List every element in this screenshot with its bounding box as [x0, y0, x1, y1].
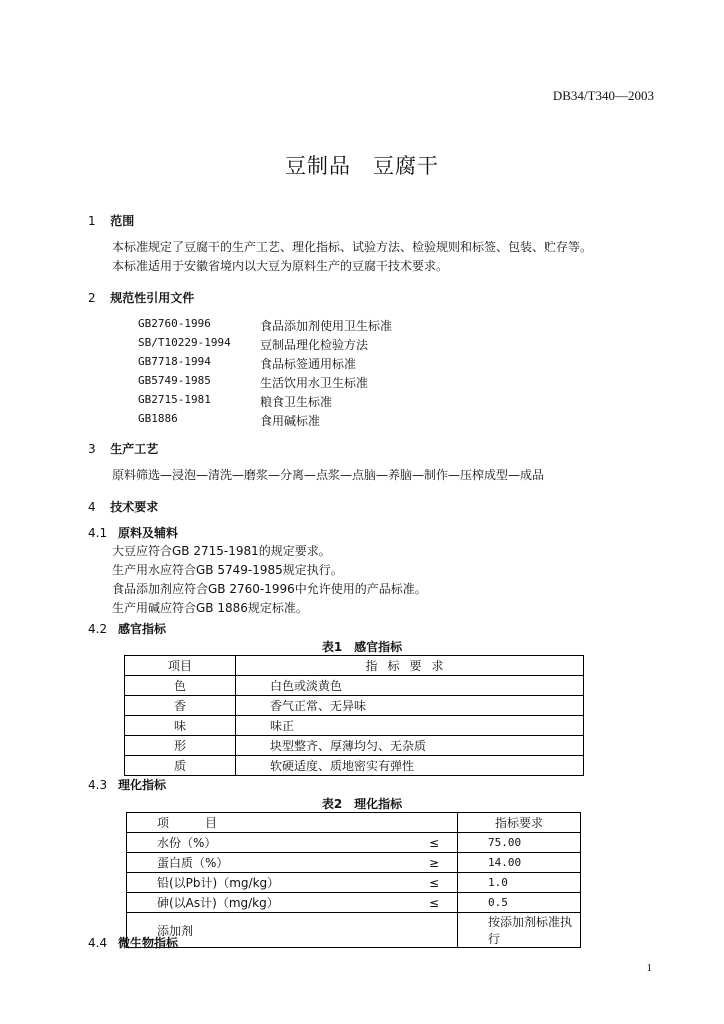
section-4-4-heading: [88, 934, 178, 951]
item-cell: 砷(以As计)（mg/kg）: [127, 893, 430, 913]
requirement-cell: 白色或淡黄色: [236, 676, 584, 696]
paragraph-line: 本标准适用于安徽省境内以大豆为原料生产的豆腐干技术要求。: [112, 259, 449, 273]
table-row: [125, 676, 584, 696]
table-row: [125, 756, 584, 776]
table-header-row: [127, 813, 581, 833]
table-row: [127, 833, 581, 853]
value-cell: 75.00: [458, 833, 581, 853]
section-2-heading: [88, 289, 194, 306]
header-cell: 项目: [125, 656, 236, 676]
section-number: 2: [88, 291, 96, 305]
requirement-cell: 香气正常、无异味: [236, 696, 584, 716]
reference-list: [138, 317, 392, 431]
reference-name: 食品标签通用标准: [260, 357, 357, 371]
document-title: 豆制品 豆腐干: [285, 154, 439, 178]
header-cell: 项 目: [127, 813, 458, 833]
section-4-1-body: [112, 542, 427, 618]
table-header-row: [125, 656, 584, 676]
reference-name: 豆制品理化检验方法: [260, 338, 369, 352]
item-cell: 添加剂: [127, 913, 430, 948]
table-row: [125, 736, 584, 756]
value-cell: 14.00: [458, 853, 581, 873]
reference-code: GB1886: [138, 412, 178, 425]
item-cell: 形: [125, 736, 236, 756]
document-number: DB34/T340—2003: [552, 88, 654, 103]
table-row: [127, 873, 581, 893]
reference-name: 食品添加剂使用卫生标准: [260, 319, 393, 333]
section-number: 4: [88, 500, 96, 514]
paragraph-line: 本标准规定了豆腐干的生产工艺、理化指标、试验方法、检验规则和标签、包装、贮存等。: [112, 240, 593, 254]
operator-cell: ≤: [429, 833, 458, 853]
section-number: 4.1: [88, 526, 108, 540]
page-number: 1: [646, 962, 652, 974]
process-flow: 原料筛选—浸泡—清洗—磨浆—分离—点浆—点脑—养脑—制作—压榨成型—成品: [112, 468, 545, 482]
header-cell: 指标要求: [458, 813, 581, 833]
section-number: 4.4: [88, 936, 108, 950]
table-1-caption: 表1 感官指标: [321, 640, 403, 654]
operator-cell: [429, 913, 458, 948]
reference-code: GB7718-1994: [138, 355, 211, 368]
paragraph-line: 大豆应符合GB 2715-1981的规定要求。: [112, 544, 331, 558]
paragraph-line: 生产用水应符合GB 5749-1985规定执行。: [112, 563, 343, 577]
requirement-cell: 软硬适度、质地密实有弹性: [236, 756, 584, 776]
section-3-heading: [88, 440, 158, 457]
section-4-3-heading: [88, 776, 166, 793]
item-cell: 蛋白质（%）: [127, 853, 430, 873]
section-4-heading: [88, 498, 158, 515]
reference-code: SB/T10229-1994: [138, 336, 231, 349]
table-2-caption: 表2 理化指标: [321, 797, 403, 811]
operator-cell: ≥: [429, 853, 458, 873]
reference-item: [138, 393, 392, 412]
section-title: 技术要求: [110, 500, 159, 514]
item-cell: 香: [125, 696, 236, 716]
operator-cell: ≤: [429, 893, 458, 913]
section-title: 理化指标: [118, 778, 167, 792]
section-1-body: [112, 238, 592, 276]
value-cell: 0.5: [458, 893, 581, 913]
table-row: [125, 716, 584, 736]
section-title: 原料及辅料: [118, 526, 179, 540]
section-title: 微生物指标: [118, 936, 179, 950]
table-row: [125, 696, 584, 716]
item-cell: 质: [125, 756, 236, 776]
reference-item: [138, 412, 392, 431]
requirement-cell: 味正: [236, 716, 584, 736]
reference-item: [138, 317, 392, 336]
table-row: [127, 853, 581, 873]
section-title: 生产工艺: [110, 442, 159, 456]
table-row: [127, 913, 581, 948]
section-4-2-heading: [88, 620, 166, 637]
sensory-table: [124, 655, 584, 776]
section-title: 范围: [110, 214, 135, 228]
section-number: 3: [88, 442, 96, 456]
item-cell: 水份（%）: [127, 833, 430, 853]
reference-code: GB5749-1985: [138, 374, 211, 387]
section-4-1-heading: [88, 524, 178, 541]
section-1-heading: [88, 212, 134, 229]
reference-item: [138, 336, 392, 355]
reference-item: [138, 355, 392, 374]
item-cell: 铅(以Pb计)（mg/kg）: [127, 873, 430, 893]
reference-name: 生活饮用水卫生标准: [260, 376, 369, 390]
section-number: 1: [88, 214, 96, 228]
reference-code: GB2760-1996: [138, 317, 211, 330]
reference-code: GB2715-1981: [138, 393, 211, 406]
operator-cell: ≤: [429, 873, 458, 893]
item-cell: 味: [125, 716, 236, 736]
section-number: 4.2: [88, 622, 108, 636]
value-cell: 1.0: [458, 873, 581, 893]
requirement-cell: 块型整齐、厚薄均匀、无杂质: [236, 736, 584, 756]
value-cell: 按添加剂标准执行: [458, 913, 581, 948]
section-3-body: [112, 466, 544, 485]
table-row: [127, 893, 581, 913]
paragraph-line: 食品添加剂应符合GB 2760-1996中允许使用的产品标准。: [112, 582, 427, 596]
section-number: 4.3: [88, 778, 108, 792]
section-title: 规范性引用文件: [110, 291, 195, 305]
item-cell: 色: [125, 676, 236, 696]
header-cell: 指标要求: [236, 656, 584, 676]
section-title: 感官指标: [118, 622, 167, 636]
reference-name: 粮食卫生标准: [260, 395, 333, 409]
reference-name: 食用碱标准: [260, 414, 321, 428]
reference-item: [138, 374, 392, 393]
physicochemical-table: [126, 812, 581, 948]
paragraph-line: 生产用碱应符合GB 1886规定标准。: [112, 601, 308, 615]
